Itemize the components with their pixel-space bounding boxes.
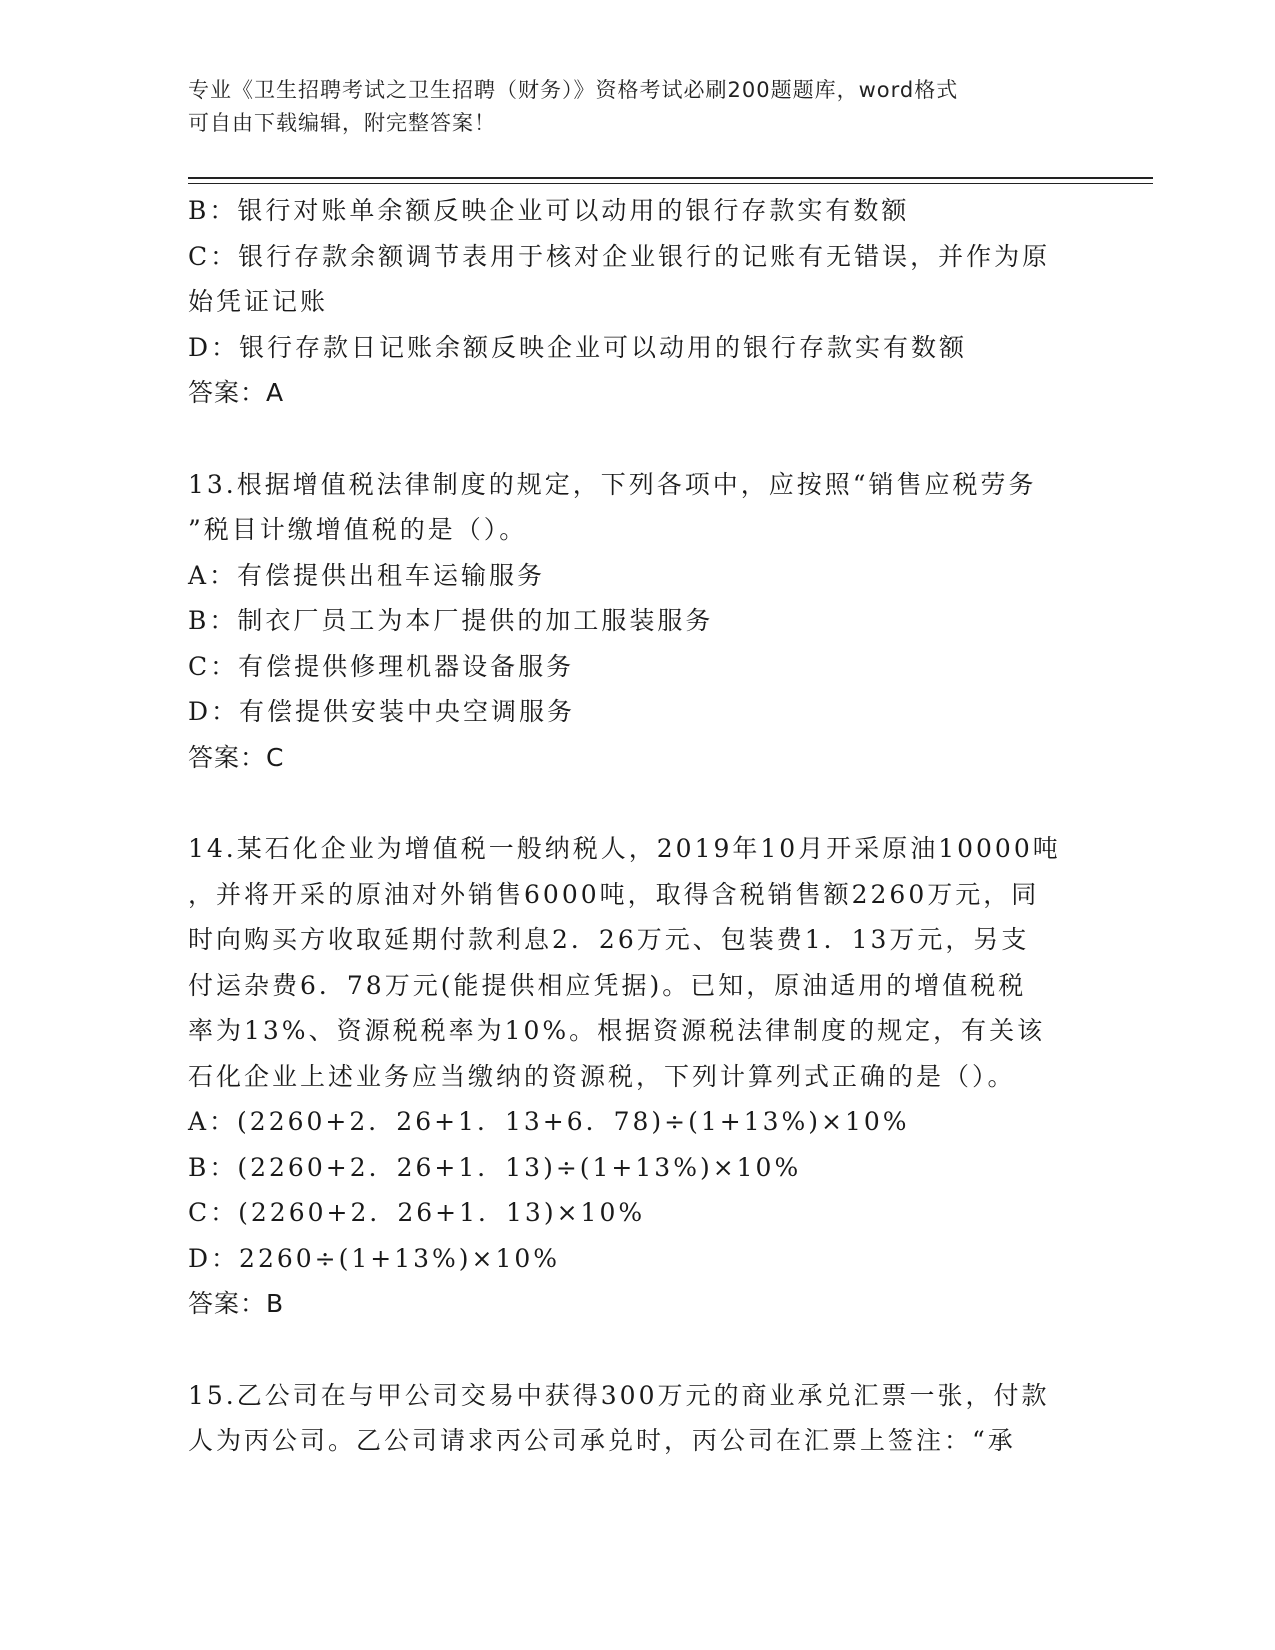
question-stem: 13.根据增值税法律制度的规定，下列各项中，应按照“销售应税劳务 bbox=[188, 469, 1037, 499]
document-header bbox=[188, 74, 1068, 140]
option-b: B：(2260+2．26+1．13)÷(1+13%)×10% bbox=[188, 1152, 802, 1182]
question-stem-continued: 付运杂费6．78万元(能提供相应凭据)。已知，原油适用的增值税税 bbox=[188, 970, 1027, 1000]
answer: 答案：A bbox=[188, 378, 285, 407]
option-c-continued: 始凭证记账 bbox=[188, 287, 329, 316]
answer: 答案：B bbox=[188, 1289, 285, 1318]
question-15 bbox=[188, 1373, 1068, 1464]
header-divider-thick bbox=[188, 177, 1153, 179]
document-body bbox=[188, 188, 1068, 1464]
option-c: C：银行存款余额调节表用于核对企业银行的记账有无错误，并作为原 bbox=[188, 241, 1051, 271]
option-c: C：(2260+2．26+1．13)×10% bbox=[188, 1198, 646, 1227]
option-d: D：银行存款日记账余额反映企业可以动用的银行存款实有数额 bbox=[188, 332, 968, 362]
option-b: B：制衣厂员工为本厂提供的加工服装服务 bbox=[188, 606, 714, 635]
question-stem: 15.乙公司在与甲公司交易中获得300万元的商业承兑汇票一张，付款 bbox=[188, 1380, 1050, 1410]
option-b: B：银行对账单余额反映企业可以动用的银行存款实有数额 bbox=[188, 196, 910, 225]
question-13 bbox=[188, 462, 1068, 781]
option-d: D：有偿提供安装中央空调服务 bbox=[188, 697, 576, 726]
header-line: 可自由下载编辑，附完整答案！ bbox=[188, 111, 496, 135]
question-stem-continued: 率为13%、资源税税率为10%。根据资源税法律制度的规定，有关该 bbox=[188, 1016, 1046, 1045]
header-line: 专业《卫生招聘考试之卫生招聘（财务）》资格考试必刷200题题库，word格式 bbox=[188, 78, 959, 102]
question-14 bbox=[188, 826, 1068, 1327]
question-stem-continued: ”税目计缴增值税的是（）。 bbox=[188, 515, 528, 544]
question-stem-continued: 时向购买方收取延期付款利息2．26万元、包装费1．13万元，另支 bbox=[188, 925, 1030, 954]
question-stem-continued: 人为丙公司。乙公司请求丙公司承兑时，丙公司在汇票上签注：“承 bbox=[188, 1426, 1016, 1455]
option-d: D：2260÷(1+13%)×10% bbox=[188, 1243, 561, 1273]
option-a: A：(2260+2．26+1．13+6．78)÷(1+13%)×10% bbox=[188, 1107, 910, 1136]
option-a: A：有偿提供出租车运输服务 bbox=[188, 560, 546, 590]
spacer bbox=[188, 1327, 1068, 1373]
spacer bbox=[188, 780, 1068, 826]
question-stem-continued: ，并将开采的原油对外销售6000吨，取得含税销售额2260万元，同 bbox=[188, 879, 1040, 909]
question-stem: 14.某石化企业为增值税一般纳税人，2019年10月开采原油10000吨 bbox=[188, 834, 1061, 863]
option-c: C：有偿提供修理机器设备服务 bbox=[188, 651, 575, 681]
header-divider-thin bbox=[188, 183, 1153, 184]
question-stem-continued: 石化企业上述业务应当缴纳的资源税，下列计算列式正确的是（）。 bbox=[188, 1061, 1016, 1091]
answer: 答案：C bbox=[188, 742, 285, 772]
spacer bbox=[188, 416, 1068, 462]
question-12-tail bbox=[188, 188, 1068, 416]
